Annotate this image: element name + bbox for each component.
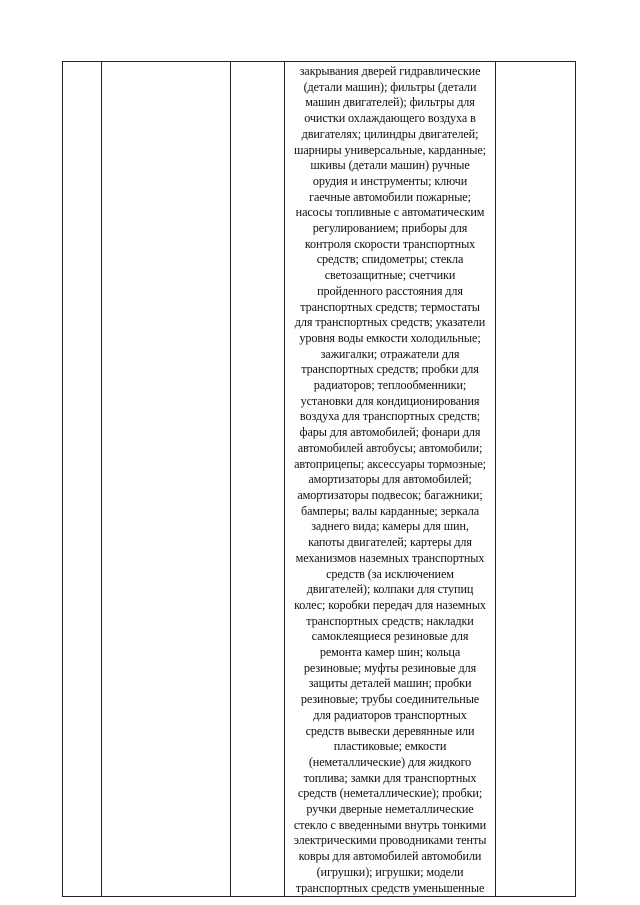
- goods-line: контроля скорости транспортных: [304, 236, 476, 251]
- goods-line: стекло с введенными внутрь тонкими: [293, 817, 487, 832]
- goods-line: заднего вида; камеры для шин,: [311, 519, 469, 534]
- goods-list-cell: [285, 62, 496, 897]
- goods-line: для транспортных средств; указатели: [294, 315, 486, 330]
- goods-line: двигателях; цилиндры двигателей;: [301, 126, 479, 141]
- goods-line: амортизаторы для автомобилей;: [308, 472, 472, 487]
- goods-line: средств (неметаллические); пробки;: [297, 786, 483, 801]
- goods-line: шарниры универсальные, карданные;: [294, 142, 486, 157]
- goods-line: уровня воды емкости холодильные;: [299, 330, 481, 345]
- goods-line: (детали машин); фильтры (детали: [303, 79, 477, 94]
- goods-line: средств; спидометры; стекла: [316, 252, 464, 267]
- goods-line: механизмов наземных транспортных: [295, 550, 485, 565]
- goods-line: насосы топливные с автоматическим: [295, 205, 485, 220]
- goods-line: орудия и инструменты; ключи: [312, 173, 468, 188]
- goods-line: автомобилей автобусы; автомобили;: [297, 440, 483, 455]
- goods-line: самоклеящиеся резиновые для: [311, 629, 469, 644]
- goods-line: топлива; замки для транспортных: [303, 770, 477, 785]
- goods-table: [62, 61, 576, 897]
- goods-line: машин двигателей); фильтры для: [305, 95, 475, 110]
- goods-line: защиты деталей машин; пробки: [308, 676, 472, 691]
- goods-line: шкивы (детали машин) ручные: [310, 158, 470, 173]
- goods-line: ручки дверные неметаллические: [306, 802, 474, 817]
- goods-list-text: [285, 62, 495, 896]
- goods-line: ковры для автомобилей автомобили: [298, 849, 482, 864]
- goods-line: транспортных средств; пробки для: [301, 362, 479, 377]
- goods-line: (игрушки); игрушки; модели: [316, 864, 464, 879]
- goods-line: зажигалки; отражатели для: [320, 346, 460, 361]
- goods-line: резиновые; муфты резиновые для: [303, 660, 477, 675]
- goods-line: радиаторов; теплообменники;: [313, 378, 467, 393]
- name-cell: [102, 62, 231, 897]
- goods-line: транспортных средств; термостаты: [300, 299, 480, 314]
- goods-line: для радиаторов транспортных: [313, 707, 467, 722]
- number-cell: [63, 62, 102, 897]
- goods-line: средств (за исключением: [326, 566, 454, 581]
- goods-line: средств вывески деревянные или: [305, 723, 475, 738]
- goods-line: очистки охлаждающего воздуха в: [304, 111, 476, 126]
- goods-line: пластиковые; емкости: [333, 739, 447, 754]
- goods-line: (неметаллические) для жидкого: [308, 754, 472, 769]
- goods-line: фары для автомобилей; фонари для: [299, 425, 481, 440]
- goods-line: установки для кондиционирования: [300, 393, 480, 408]
- goods-line: ремонта камер шин; кольца: [319, 645, 461, 660]
- goods-line: пройденного расстояния для: [317, 283, 463, 298]
- goods-line: гаечные автомобили пожарные;: [309, 189, 471, 204]
- goods-line: автоприцепы; аксессуары тормозные;: [294, 456, 486, 471]
- class-cell: [231, 62, 285, 897]
- goods-line: резиновые; трубы соединительные: [300, 692, 480, 707]
- goods-line: закрывания дверей гидравлические: [299, 64, 481, 78]
- table-row: [63, 62, 576, 897]
- notes-cell: [496, 62, 576, 897]
- goods-line: светозащитные; счетчики: [324, 268, 456, 283]
- goods-line: транспортных средств уменьшенные: [295, 880, 485, 895]
- goods-line: бамперы; валы карданные; зеркала: [300, 503, 480, 518]
- goods-line: колес; коробки передач для наземных: [294, 597, 486, 612]
- goods-line: электрическими проводниками тенты: [293, 833, 487, 848]
- goods-line: двигателей); колпаки для ступиц: [306, 582, 474, 597]
- goods-line: транспортных средств; накладки: [306, 613, 474, 628]
- goods-line: регулированием; приборы для: [312, 221, 468, 236]
- goods-line: амортизаторы подвесок; багажники;: [297, 487, 483, 502]
- goods-line: воздуха для транспортных средств;: [299, 409, 481, 424]
- goods-line: капоты двигателей; картеры для: [308, 535, 472, 550]
